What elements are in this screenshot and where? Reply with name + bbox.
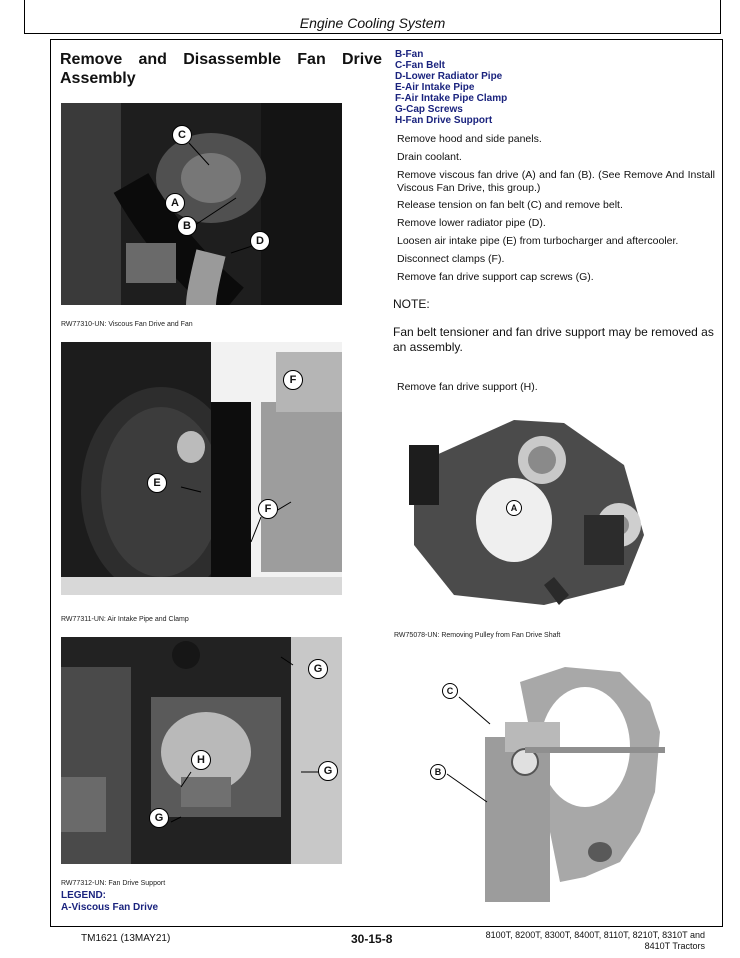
footer-models (450, 930, 705, 952)
legend-item-fan: B-Fan (395, 49, 424, 60)
legend-title: LEGEND: (61, 890, 106, 901)
step-9: Remove fan drive support (H). (397, 381, 538, 393)
callout-e: E (147, 473, 167, 493)
callout-g: G (308, 659, 328, 679)
step-2: Drain coolant. (397, 151, 462, 163)
section-title: Remove and Disassemble Fan Drive Assembly (60, 51, 382, 87)
callout-g: G (149, 808, 169, 828)
photo-pulley-puller-art (425, 662, 675, 902)
figure-caption: RW77312-UN: Fan Drive Support (61, 880, 166, 887)
footer-page-number: 30-15-8 (351, 932, 393, 946)
legend-item-fan-belt: C-Fan Belt (395, 60, 445, 71)
callout-b: B (177, 216, 197, 236)
legend-item-viscous-fan-drive: A-Viscous Fan Drive (61, 902, 159, 913)
step-7: Disconnect clamps (F). (397, 253, 505, 265)
photo-viscous-fan-drive-art (61, 103, 342, 305)
legend-item-cap-screws: G-Cap Screws (395, 104, 463, 115)
legend-item-fan-drive-support: H-Fan Drive Support (395, 115, 493, 126)
footer-models-line-2: 8410T Tractors (644, 941, 705, 951)
callout-b: B (430, 764, 446, 780)
step-5: Remove lower radiator pipe (D). (397, 217, 546, 229)
step-3: Remove viscous fan drive (A) and fan (B). (See Remove And Install Viscous Fan Drive, this group.) (397, 169, 715, 194)
figure-caption: RW77311-UN: Air Intake Pipe and Clamp (61, 616, 189, 623)
page-header-title: Engine Cooling System (299, 15, 446, 31)
legend-item-air-intake-pipe: E-Air Intake Pipe (395, 82, 475, 93)
step-8: Remove fan drive support cap screws (G). (397, 271, 594, 283)
callout-a: A (506, 500, 522, 516)
photo-removing-pulley (394, 405, 664, 613)
footer-models-line-1: 8100T, 8200T, 8300T, 8400T, 8110T, 8210T, 8310T and (485, 930, 705, 940)
photo-removing-pulley-art (394, 405, 664, 613)
callout-d: D (250, 231, 270, 251)
callout-c: C (442, 683, 458, 699)
note-label: NOTE: (393, 297, 430, 311)
step-1: Remove hood and side panels. (397, 133, 542, 145)
callout-g: G (318, 761, 338, 781)
legend-item-lower-radiator-pipe: D-Lower Radiator Pipe (395, 71, 503, 82)
callout-a: A (165, 193, 185, 213)
callout-c: C (172, 125, 192, 145)
photo-pulley-puller (425, 662, 675, 902)
callout-f: F (283, 370, 303, 390)
note-text: Fan belt tensioner and fan drive support may be removed as an assembly. (393, 325, 714, 354)
footer-doc-id: TM1621 (13MAY21) (81, 933, 171, 944)
step-6: Loosen air intake pipe (E) from turbocharger and aftercooler. (397, 235, 679, 247)
callout-f: F (258, 499, 278, 519)
figure-caption: RW75078-UN: Removing Pulley from Fan Drive Shaft (394, 632, 561, 639)
photo-viscous-fan-drive (61, 103, 342, 305)
legend-item-air-intake-pipe-clamp: F-Air Intake Pipe Clamp (395, 93, 508, 104)
figure-caption: RW77310-UN: Viscous Fan Drive and Fan (61, 321, 193, 328)
callout-h: H (191, 750, 211, 770)
step-4: Release tension on fan belt (C) and remove belt. (397, 199, 623, 211)
